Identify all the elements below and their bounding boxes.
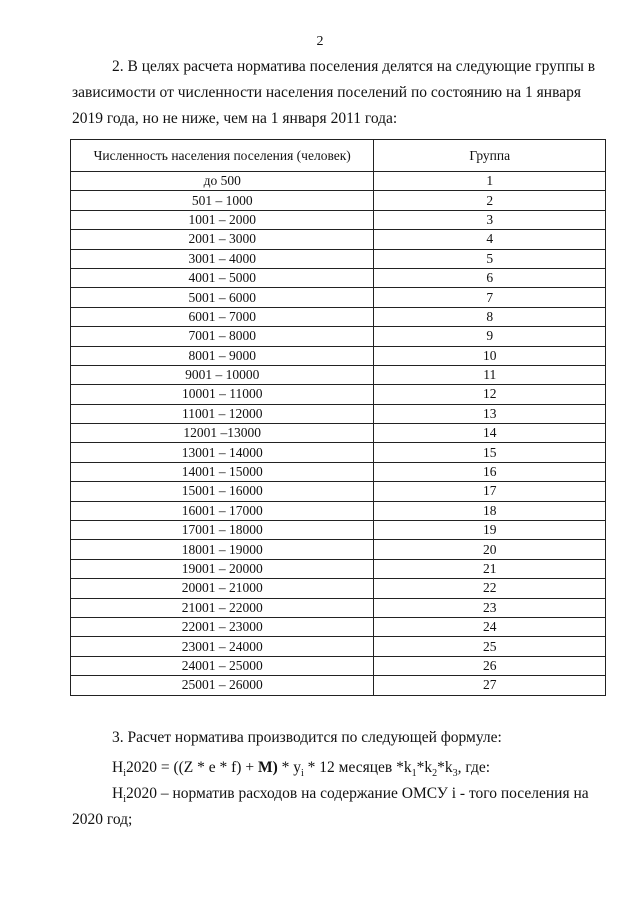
group-number-cell: 23 <box>374 598 606 617</box>
group-number-cell: 1 <box>374 172 606 191</box>
population-range-cell: 22001 – 23000 <box>71 617 374 636</box>
group-number-cell: 7 <box>374 288 606 307</box>
formula-m: М) <box>257 759 278 776</box>
group-number-cell: 19 <box>374 521 606 540</box>
definition-line-2: 2020 год; <box>72 811 133 828</box>
table-row <box>71 288 606 307</box>
group-number-cell: 20 <box>374 540 606 559</box>
group-number-cell: 26 <box>374 656 606 675</box>
population-range-cell: 9001 – 10000 <box>71 365 374 384</box>
population-range-cell: 4001 – 5000 <box>71 268 374 287</box>
table-row <box>71 191 606 210</box>
population-range-cell: 14001 – 15000 <box>71 462 374 481</box>
formula <box>72 755 602 781</box>
table-row <box>71 268 606 287</box>
table-row <box>71 501 606 520</box>
table-row <box>71 307 606 326</box>
table-header-row <box>71 140 606 172</box>
formula-k3-subscript: 3 <box>452 768 458 780</box>
table-row <box>71 598 606 617</box>
formula-y-subscript: i <box>301 768 304 780</box>
group-number-cell: 5 <box>374 249 606 268</box>
definition-h: Н <box>112 785 124 802</box>
population-range-cell: до 500 <box>71 172 374 191</box>
population-range-cell: 21001 – 22000 <box>71 598 374 617</box>
population-range-cell: 6001 – 7000 <box>71 307 374 326</box>
population-range-cell: 2001 – 3000 <box>71 230 374 249</box>
group-number-cell: 12 <box>374 385 606 404</box>
table-row <box>71 172 606 191</box>
population-range-cell: 13001 – 14000 <box>71 443 374 462</box>
population-range-cell: 20001 – 21000 <box>71 579 374 598</box>
table-row <box>71 656 606 675</box>
population-range-cell: 3001 – 4000 <box>71 249 374 268</box>
population-range-cell: 7001 – 8000 <box>71 327 374 346</box>
definition-paragraph <box>72 781 602 833</box>
table-row <box>71 210 606 229</box>
population-range-cell: 8001 – 9000 <box>71 346 374 365</box>
formula-mid: * y <box>277 759 302 776</box>
group-number-cell: 11 <box>374 365 606 384</box>
group-number-cell: 15 <box>374 443 606 462</box>
group-number-cell: 22 <box>374 579 606 598</box>
group-number-cell: 16 <box>374 462 606 481</box>
formula-star-1: *k <box>416 759 433 776</box>
table-row <box>71 385 606 404</box>
population-range-cell: 12001 –13000 <box>71 424 374 443</box>
table-row <box>71 443 606 462</box>
formula-main: 2020 = ((Z * e * f) + <box>125 759 258 776</box>
population-range-cell: 15001 – 16000 <box>71 482 374 501</box>
group-number-cell: 14 <box>374 424 606 443</box>
population-range-cell: 19001 – 20000 <box>71 559 374 578</box>
population-range-cell: 18001 – 19000 <box>71 540 374 559</box>
table-row <box>71 540 606 559</box>
table-row <box>71 617 606 636</box>
population-range-cell: 501 – 1000 <box>71 191 374 210</box>
group-number-cell: 18 <box>374 501 606 520</box>
intro-line-2: зависимости от численности населения поселений по состоянию на 1 января <box>72 84 581 101</box>
formula-h: Н <box>112 759 124 776</box>
table-row <box>71 637 606 656</box>
group-number-cell: 9 <box>374 327 606 346</box>
group-number-cell: 6 <box>374 268 606 287</box>
population-range-cell: 25001 – 26000 <box>71 676 374 695</box>
formula-h-subscript: i <box>123 768 126 780</box>
intro-paragraph <box>72 54 602 132</box>
population-range-cell: 23001 – 24000 <box>71 637 374 656</box>
formula-star-2: *k <box>437 759 453 776</box>
definition-line-1 <box>72 781 602 807</box>
formula-k1-subscript: 1 <box>411 768 417 780</box>
table-row <box>71 559 606 578</box>
intro-line-3: 2019 года, но не ниже, чем на 1 января 2011 года: <box>72 110 398 127</box>
formula-k2-subscript: 2 <box>432 768 438 780</box>
table-row <box>71 404 606 423</box>
population-range-cell: 5001 – 6000 <box>71 288 374 307</box>
group-number-cell: 21 <box>374 559 606 578</box>
population-range-cell: 10001 – 11000 <box>71 385 374 404</box>
population-range-cell: 16001 – 17000 <box>71 501 374 520</box>
group-number-cell: 24 <box>374 617 606 636</box>
formula-end: , где: <box>457 759 491 776</box>
table-body <box>71 172 606 696</box>
table-row <box>71 579 606 598</box>
table-row <box>71 521 606 540</box>
table-row <box>71 365 606 384</box>
definition-h-subscript: i <box>123 794 126 806</box>
group-number-cell: 13 <box>374 404 606 423</box>
table-row <box>71 346 606 365</box>
table-row <box>71 462 606 481</box>
group-number-cell: 3 <box>374 210 606 229</box>
population-range-cell: 24001 – 25000 <box>71 656 374 675</box>
group-number-cell: 4 <box>374 230 606 249</box>
table-row <box>71 424 606 443</box>
population-range-cell: 1001 – 2000 <box>71 210 374 229</box>
table-row <box>71 676 606 695</box>
definition-text: 2020 – норматив расходов на содержание ОМСУ i - того поселения на <box>125 785 589 802</box>
section-3-heading: 3. Расчет норматива производится по следующей формуле: <box>112 729 502 746</box>
group-number-cell: 2 <box>374 191 606 210</box>
group-number-cell: 10 <box>374 346 606 365</box>
population-range-cell: 11001 – 12000 <box>71 404 374 423</box>
formula-tail: * 12 месяцев *k <box>303 759 412 776</box>
population-groups-table <box>70 139 606 696</box>
group-number-cell: 8 <box>374 307 606 326</box>
header-group: Группа <box>374 140 606 172</box>
table-row <box>71 482 606 501</box>
group-number-cell: 27 <box>374 676 606 695</box>
table-row <box>71 230 606 249</box>
group-number-cell: 25 <box>374 637 606 656</box>
header-population: Численность населения поселения (человек) <box>71 140 374 172</box>
intro-line-1: 2. В целях расчета норматива поселения делятся на следующие группы в <box>112 58 596 75</box>
table-row <box>71 249 606 268</box>
group-number-cell: 17 <box>374 482 606 501</box>
population-range-cell: 17001 – 18000 <box>71 521 374 540</box>
page-number: 2 <box>316 34 324 49</box>
table-row <box>71 327 606 346</box>
